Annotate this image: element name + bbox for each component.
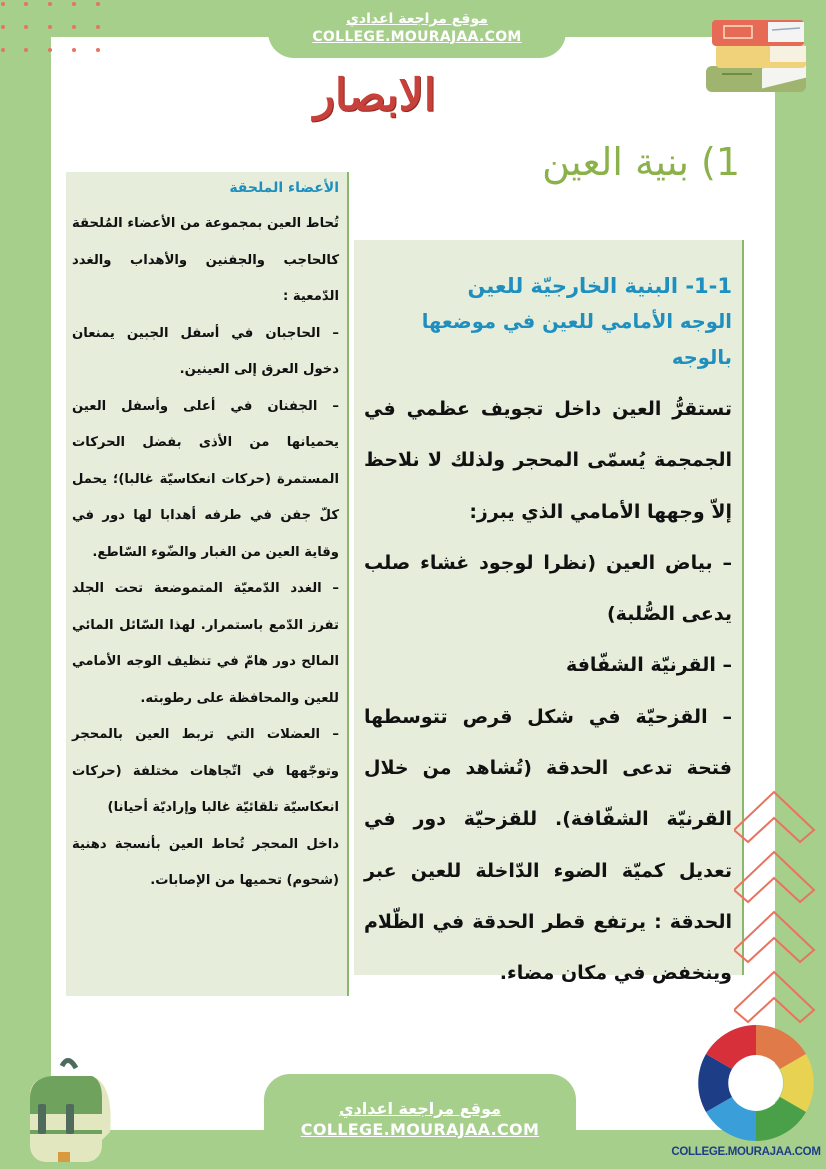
right-paragraph: – بياض العين (نظرا لوجود غشاء صلب يدعى الصُّلبة) [364, 551, 732, 626]
right-paragraph: تستقرُّ العين داخل تجويف عظمي في الجمجمة يُسمّى المحجر ولذلك لا نلاحظ إلاّ وجهها الأمامي الذي يبرز: [364, 398, 732, 523]
header-site-arabic[interactable]: موقع مراجعة اعدادي [346, 11, 488, 27]
left-paragraph: – الحاجبان في أسفل الجبين يمنعان دخول العرق إلى العينين. [72, 325, 339, 377]
left-paragraph: – العضلات التي تربط العين بالمحجر وتوجّهها في اتّجاهات مختلفة (حركات انعكاسيّة تلقائيّة غالبا وإراديّة أحيانا) [72, 727, 339, 815]
left-paragraph: تُحاط العين بمجموعة من الأعضاء المُلحقة كالحاجب والجفنين والأهداب والغدد الدّمعية : [72, 216, 339, 304]
footer-site-url[interactable]: COLLEGE.MOURAJAA.COM [300, 1120, 540, 1139]
chevron-up-icon [734, 790, 826, 1050]
document-title: الابصار [313, 70, 436, 121]
left-paragraph: داخل المحجر تُحاط العين بأنسجة دهنية (شحوم) تحميها من الإصابات. [72, 836, 339, 888]
books-icon [692, 8, 820, 98]
backpack-icon [12, 1054, 122, 1168]
subjects-wheel-icon [695, 1022, 817, 1144]
header-site-url[interactable]: COLLEGE.MOURAJAA.COM [312, 29, 522, 45]
external-structure-box [354, 240, 744, 985]
left-paragraph: – الجفنان في أعلى وأسفل العين يحميانها من الأذى بفضل الحركات المستمرة (حركات انعكاسيّة غالبا)؛ يحمل كلّ جفن في طرفه أهدابا لها دور في وقاية العين من الغبار والضّوء السّاطع. [72, 398, 339, 560]
dot-pattern [0, 0, 110, 60]
attached-organs-box [66, 172, 349, 996]
footer-site-arabic[interactable]: موقع مراجعة اعدادي [338, 1099, 502, 1118]
section-title: 1) بنية العين [542, 140, 740, 184]
footer-logo-caption[interactable]: COLLEGE.MOURAJAA.COM [671, 1146, 821, 1158]
attached-organs-heading: الأعضاء الملحقة [229, 180, 339, 196]
footer-site-badge[interactable] [264, 1074, 576, 1169]
header-site-badge[interactable] [268, 0, 566, 58]
front-face-subheading: الوجه الأمامي للعين في موضعها بالوجه [421, 310, 732, 369]
right-paragraph: – القرنيّة الشفّافة [565, 654, 732, 677]
right-paragraph: – القزحيّة في شكل قرص تتوسطها فتحة تدعى الحدقة (تُشاهد من خلال القرنيّة الشفّافة). للقزحيّة دور في تعديل كميّة الضوء الدّاخلة للعين عبر الحدقة : يرتفع قطر الحدقة في الظّلام وينخفض في مكان مضاء. [364, 705, 732, 985]
external-structure-heading: 1-1- البنية الخارجيّة للعين [467, 274, 732, 298]
left-paragraph: – الغدد الدّمعيّة المتموضعة تحت الجلد تفرز الدّمع باستمرار. لهذا السّائل المائي المالح دور هامّ في تنظيف الوجه الأمامي للعين والمحافظة على رطوبته. [72, 581, 339, 706]
